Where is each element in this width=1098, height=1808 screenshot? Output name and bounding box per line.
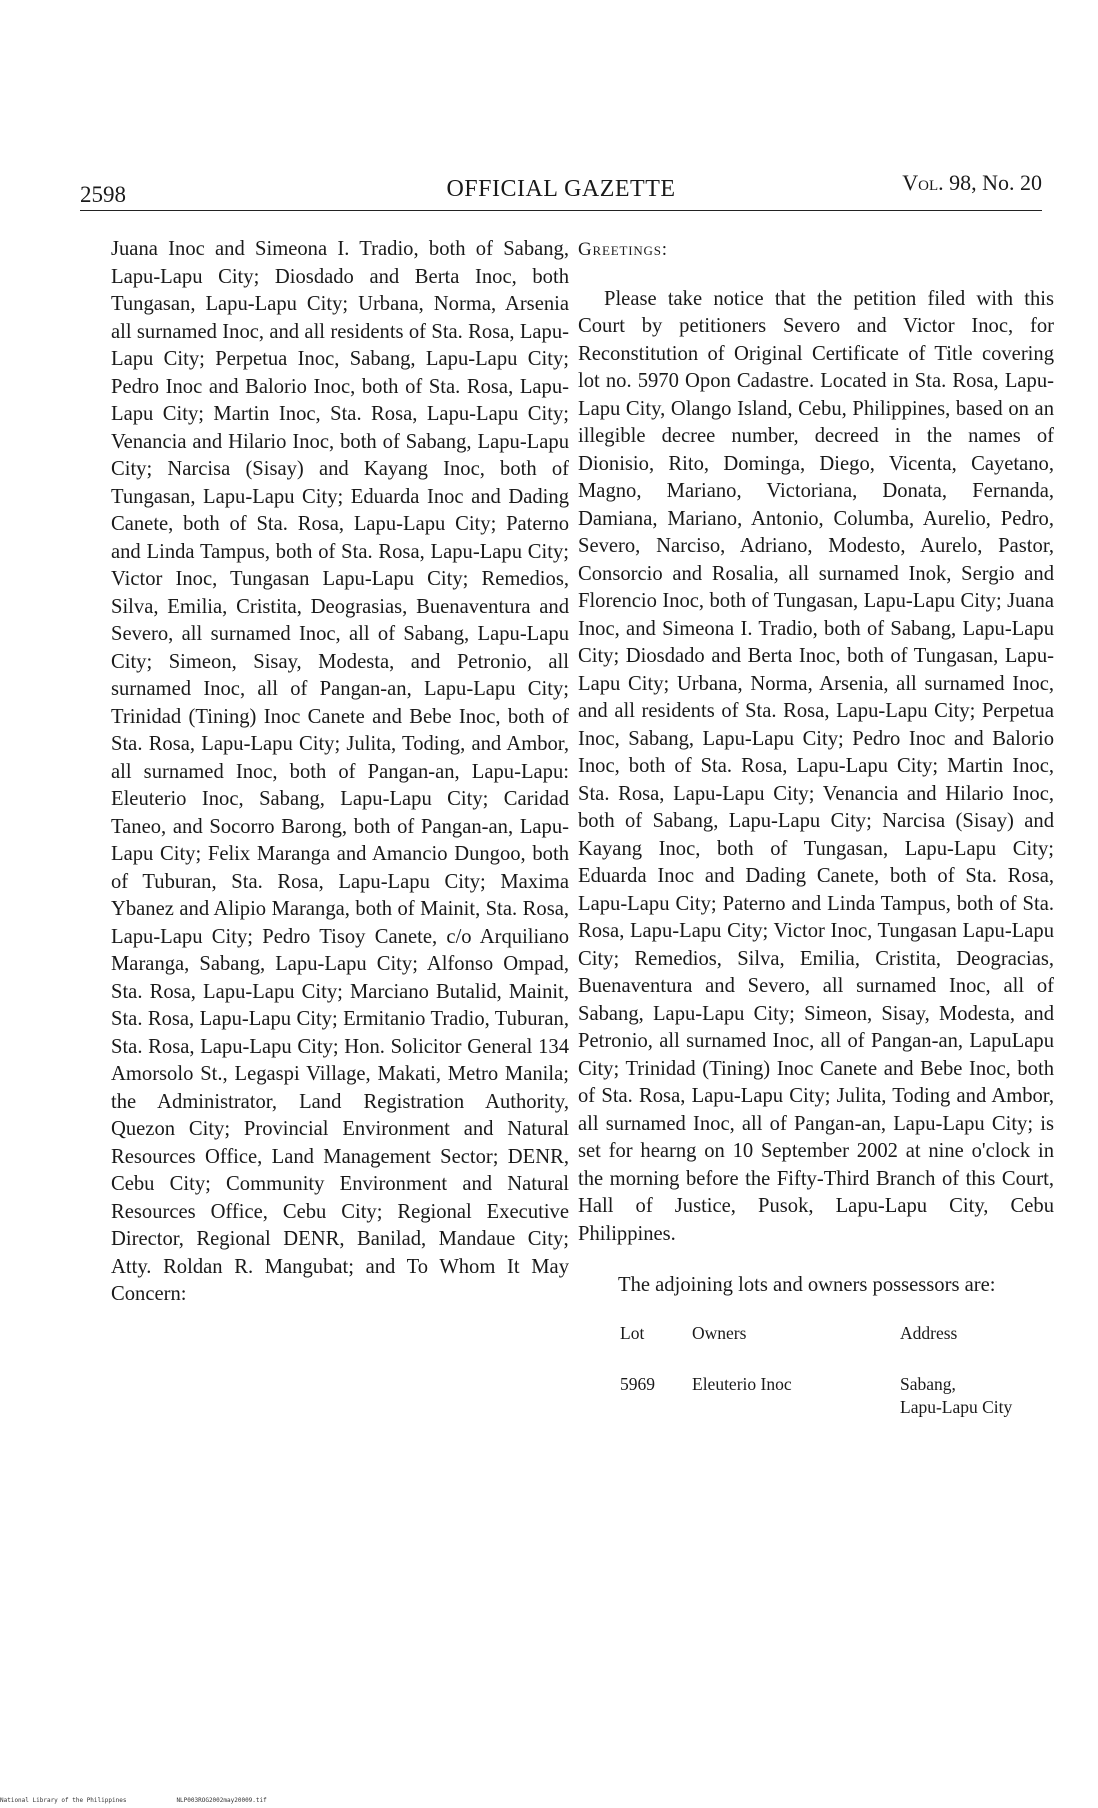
lot-address — [900, 1373, 1054, 1419]
library-credit: National Library of the Philippines — [0, 1797, 127, 1804]
header-lot: Lot — [620, 1322, 645, 1343]
adjoining-lots-intro: The adjoining lots and owners possessors are: — [618, 1274, 996, 1296]
volume-prefix: Vol — [902, 170, 939, 195]
lot-owner: Eleuterio Inoc — [692, 1373, 792, 1394]
volume-number: . 98, No. 20 — [938, 170, 1042, 195]
adjoining-lots-table — [578, 1322, 1054, 1419]
table-row — [578, 1373, 1054, 1419]
file-identifier: NLP003ROG2002may20009.tif — [176, 1797, 267, 1804]
right-column — [578, 236, 1054, 1419]
publication-title: OFFICIAL GAZETTE — [446, 176, 676, 202]
lot-number: 5969 — [620, 1373, 655, 1394]
volume-issue — [902, 170, 1042, 196]
table-header-row — [578, 1322, 1054, 1373]
page-number: 2598 — [80, 182, 126, 207]
greetings-heading: Greetings: — [578, 239, 668, 260]
scan-footer — [0, 1797, 317, 1804]
notice-paragraph: Please take notice that the petition filed with this Court by petitioners Severo and Victor Inoc, for Reconstitution of Original Certificate of Title covering lot no. 5970 Opon Cadastre. Located in Sta. Rosa, Lapu-Lapu City, Olango Island, Cebu, Philippines, based on an illegible decree number, decreed in the names of Dionisio, Rito, Dominga, Diego, Vicenta, Cayetano, Magno, Mariano, Victoriana, Donata, Fernanda, Damiana, Mariano, Antonio, Columba, Aurelio, Pedro, Severo, Narciso, Adriano, Modesto, Aurelo, Pastor, Consorcio and Rosalia, all surnamed Inok, Sergio and Florencio Inoc, both of Tungasan, Lapu-Lapu City; Juana Inoc, and Simeona I. Tradio, both of Sabang, Lapu-Lapu City; Diosdado and Berta Inoc, both of Tungasan, Lapu-Lapu City; Urbana, Norma, Arsenia, all surnamed Inoc, and all residents of Sta. Rosa, Lapu-Lapu City; Perpetua Inoc, Sabang, Lapu-Lapu City; Pedro Inoc and Balorio Inoc, both of Sta. Rosa, Lapu-Lapu City; Martin Inoc, Sta. Rosa, Lapu-Lapu City; Venancia and Hilario Inoc, both of Sabang, Lapu-Lapu City; Narcisa (Sisay) and Kayang Inoc, both of Tungasan, Lapu-Lapu City; Eduarda Inoc and Dading Canete, both of Sta. Rosa, Lapu-Lapu City; Paterno and Linda Tampus, both of Sta. Rosa, Lapu-Lapu City; Victor Inoc, Tungasan Lapu-Lapu City; Remedios, Silva, Emilia, Cristita, Deogracias, Buenaventura and Severo, all surnamed Inoc, all of Sabang, Lapu-Lapu City; Simeon, Sisay, Modesta, and Petronio, all surnamed Inoc, all of Pangan-an, LapuLapu City; Trinidad (Tining) Inoc Canete and Bebe Inoc, both of Sta. Rosa, Lapu-Lapu City; Julita, Toding and Ambor, all surnamed Inoc, all of Pangan-an, Lapu-Lapu City; is set for hearng on 10 September 2002 at nine o'clock in the morning before the Fifty-Third Branch of this Court, Hall of Justice, Pusok, Lapu-Lapu City, Cebu Philippines. — [578, 287, 1054, 1245]
header-owners: Owners — [692, 1322, 747, 1343]
addressee-list: Juana Inoc and Simeona I. Tradio, both of Sabang, Lapu-Lapu City; Diosdado and Berta Inoc, both Tungasan, Lapu-Lapu City; Urbana, Norma, Arsenia all surnamed Inoc, and all residents of Sta. Rosa, Lapu-Lapu City; Perpetua Inoc, Sabang, Lapu-Lapu City; Pedro Inoc and Balorio Inoc, both of Sta. Rosa, Lapu-Lapu City; Martin Inoc, Sta. Rosa, Lapu-Lapu City; Venancia and Hilario Inoc, both of Sabang, Lapu-Lapu City; Narcisa (Sisay) and Kayang Inoc, both of Tungasan, Lapu-Lapu City; Eduarda Inoc and Dading Canete, both of Sta. Rosa, Lapu-Lapu City; Paterno and Linda Tampus, both of Sta. Rosa, Lapu-Lapu City; Victor Inoc, Tungasan Lapu-Lapu City; Remedios, Silva, Emilia, Cristita, Deograsias, Buenaventura and Severo, all surnamed Inoc, all of Sabang, Lapu-Lapu City; Simeon, Sisay, Modesta, and Petronio, all surnamed Inoc, all of Pangan-an, Lapu-Lapu City; Trinidad (Tining) Inoc Canete and Bebe Inoc, both of Sta. Rosa, Lapu-Lapu City; Julita, Toding, and Ambor, all surnamed Inoc, both of Pangan-an, Lapu-Lapu: Eleuterio Inoc, Sabang, Lapu-Lapu City; Caridad Taneo, and Socorro Barong, both of Pangan-an, Lapu-Lapu City; Felix Maranga and Amancio Dungoo, both of Tuburan, Sta. Rosa, Lapu-Lapu City; Maxima Ybanez and Alipio Maranga, both of Mainit, Sta. Rosa, Lapu-Lapu City; Pedro Tisoy Canete, c/o Arquiliano Maranga, Sabang, Lapu-Lapu City; Alfonso Ompad, Sta. Rosa, Lapu-Lapu City; Marciano Butalid, Mainit, Sta. Rosa, Lapu-Lapu City; Ermitanio Tradio, Tuburan, Sta. Rosa, Lapu-Lapu City; Hon. Solicitor General 134 Amorsolo St., Legaspi Village, Makati, Metro Manila; the Administrator, Land Registration Authority, Quezon City; Provincial Environment and Natural Resources Office, Land Management Sector; DENR, Cebu City; Community Environment and Natural Resources Office, Cebu City; Regional Executive Director, Regional DENR, Banilad, Mandaue City; Atty. Roldan R. Mangubat; and To Whom It May Concern: — [111, 238, 569, 1305]
left-column — [111, 236, 569, 1309]
address-line2: Lapu-Lapu City — [900, 1396, 1013, 1417]
page-header — [80, 168, 1042, 211]
address-line1: Sabang, — [900, 1373, 956, 1394]
header-address: Address — [900, 1322, 958, 1343]
